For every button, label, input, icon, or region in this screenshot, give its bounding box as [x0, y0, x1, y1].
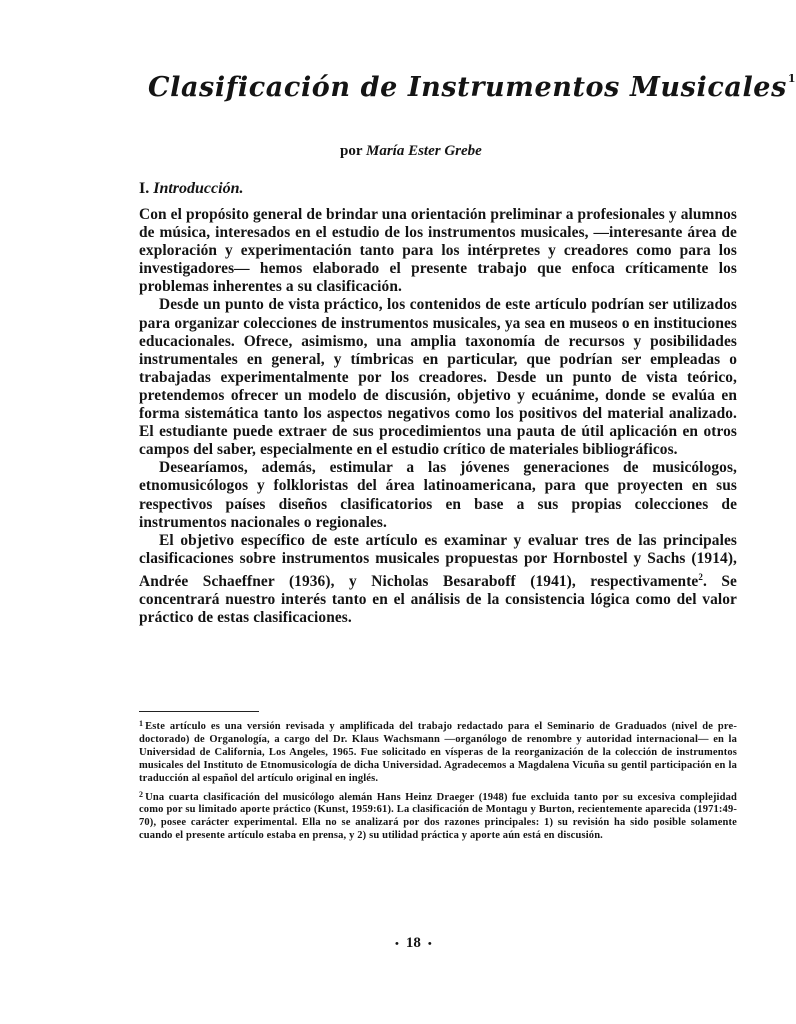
byline: [340, 143, 482, 160]
paragraph-4-text-end: . Se concentrará nuestro interés tanto en el análisis de la consistencia lógica como del valor práctico de estas clasificaciones.: [139, 573, 737, 627]
footnote-2-reference: 2: [698, 571, 703, 582]
author-name: María Ester Grebe: [365, 143, 482, 159]
footnote-1: [139, 718, 737, 786]
paragraph-4: [139, 532, 737, 628]
footnotes: [139, 718, 737, 846]
paragraph-3: Desearíamos, además, estimular a las jóvenes generaciones de musicólogos, etnomusicólogos y folkloristas del área latinoamericana, para que proyecten en sus respectivos países diseños clasificatorios en base a sus propias colecciones de instrumentos nacionales o regionales.: [139, 459, 737, 531]
article-title: [148, 72, 796, 103]
footnote-2: [139, 789, 737, 844]
body-text: [139, 206, 737, 627]
folio-ornament-right: •: [427, 937, 432, 950]
section-title: Introducción.: [153, 180, 244, 197]
paragraph-1: Con el propósito general de brindar una orientación preliminar a profesionales y alumnos de música, interesados en el estudio de los instrumentos musicales, —interesante área de exploración y experimentación tanto para los intérpretes y creadores como para los investigadores— hemos elaborado el presente trabajo que enfoca críticamente los problemas inherentes a su clasificación.: [139, 206, 737, 296]
article-title-text: Clasificación de Instrumentos Musicales: [148, 72, 787, 103]
paragraph-2: Desde un punto de vista práctico, los contenidos de este artículo podrían ser utilizados para organizar colecciones de instrumentos musicales, ya sea en museos o en instituciones educacionales. Ofrece, asimismo, una amplia taxonomía de recursos y posibilidades instrumentales en general, y tímbricas en particular, que podrían ser empleadas o trabajadas experimentalmente por los creadores. Desde un punto de vista teórico, pretendemos ofrecer un modelo de discusión, objetivo y ecuánime, donde se evalúa en forma sistemática tanto los aspectos negativos como los positivos del material analizado. El estudiante puede extraer de sus procedimientos una pauta de útil aplicación en otros campos del saber, especialmente en el estudio crítico de materiales bibliográficos.: [139, 296, 737, 459]
footnote-2-text: Una cuarta clasificación del musicólogo alemán Hans Heinz Draeger (1948) fue excluida tanto por su excesiva complejidad como por su limitado aporte práctico (Kunst, 1959:61). La clasificación de Montagu y Burton, recientemente aparecida (1971:49-70), posee carácter experimental. Ella no se analizará por dos razones principales: 1) su revisión ha sido posible solamente cuando el presente artículo estaba en prensa, y 2) su utilidad práctica y aporte aún está en discusión.: [139, 791, 737, 842]
byline-prefix: por: [340, 143, 363, 159]
section-number: I.: [139, 180, 150, 197]
folio-ornament-left: •: [395, 937, 399, 950]
page-folio: [395, 935, 432, 952]
footnote-1-text: Este artículo es una versión revisada y amplificada del trabajo redactado para el Seminario de Graduados (nivel de pre-doctorado) de Organología, a cargo del Dr. Klaus Wachsmann —organólogo de renombre y autoridad internacional— en la Universidad de California, Los Angeles, 1965. Fue solicitado en vísperas de la reorganización de la colección de instrumentos musicales del Instituto de Etnomusicología de dicha Universidad. Agradecemos a Magdalena Vicuña su gentil participación en la traducción al español del artículo original en inglés.: [139, 721, 737, 784]
title-footnote-mark: 1: [787, 72, 796, 85]
footnote-1-mark: 1: [139, 719, 144, 728]
page-number: 18: [405, 935, 421, 951]
footnote-divider: [139, 711, 259, 712]
footnote-2-mark: 2: [139, 789, 144, 799]
paragraph-4-text: El objetivo específico de este artículo es examinar y evaluar tres de las principales clasificaciones sobre instrumentos musicales propuestas por Hornbostel y Sachs (1914), Andrée Schaeffner (1936), y Nicholas Besaraboff (1941), respectivamente: [139, 531, 737, 590]
section-heading: [139, 180, 243, 198]
